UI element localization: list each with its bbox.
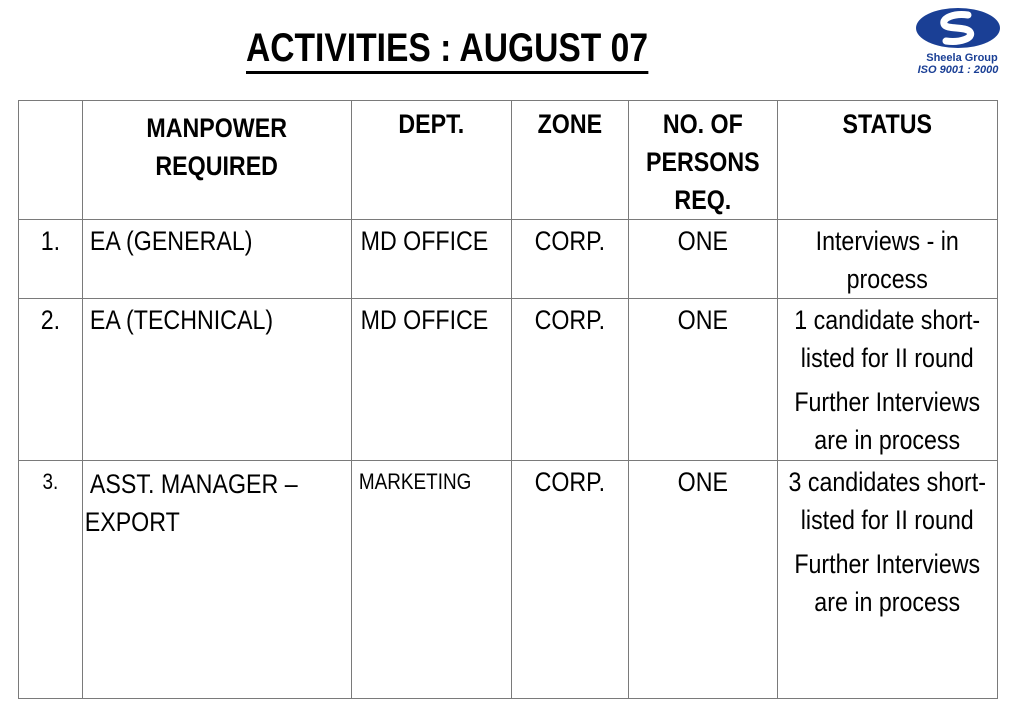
header-persons: NO. OF PERSONS REQ.	[629, 101, 778, 220]
persons-cell: ONE	[629, 299, 778, 461]
persons-cell: ONE	[629, 461, 778, 699]
dept-cell: MD OFFICE	[352, 220, 512, 299]
header-manpower: MANPOWER REQUIRED	[83, 101, 352, 220]
dept-cell: MARKETING	[352, 461, 512, 699]
sheela-swirl-logo-icon	[914, 6, 1002, 50]
table-row	[19, 299, 998, 461]
activities-table	[18, 100, 998, 699]
header-status: STATUS	[778, 101, 998, 220]
zone-cell: CORP.	[512, 220, 629, 299]
status-line: 1 candidate short-listed for II round	[794, 305, 981, 373]
table-row	[19, 220, 998, 299]
status-line: Further Interviews are in process	[794, 549, 981, 617]
row-number: 3.	[19, 461, 83, 699]
manpower-cell: EA (TECHNICAL)	[83, 299, 352, 461]
status-cell: Interviews - in process	[778, 220, 998, 299]
header-blank	[19, 101, 83, 220]
manpower-cell: ASST. MANAGER – EXPORT	[83, 461, 352, 699]
manpower-cell: EA (GENERAL)	[83, 220, 352, 299]
company-logo	[900, 6, 1016, 76]
table-header-row	[19, 101, 998, 220]
logo-brand-name: Sheela Group	[926, 52, 998, 64]
status-cell	[778, 299, 998, 461]
table-row	[19, 461, 998, 699]
dept-cell: MD OFFICE	[352, 299, 512, 461]
zone-cell: CORP.	[512, 299, 629, 461]
row-number: 1.	[19, 220, 83, 299]
status-line: Further Interviews are in process	[794, 387, 981, 455]
page-title: ACTIVITIES : AUGUST 07	[246, 26, 806, 70]
row-number: 2.	[19, 299, 83, 461]
header-dept: DEPT.	[352, 101, 512, 220]
status-cell	[778, 461, 998, 699]
persons-cell: ONE	[629, 220, 778, 299]
status-line: 3 candidates short-listed for II round	[788, 467, 986, 535]
zone-cell: CORP.	[512, 461, 629, 699]
header-zone: ZONE	[512, 101, 629, 220]
logo-iso-certification: ISO 9001 : 2000	[917, 64, 999, 76]
